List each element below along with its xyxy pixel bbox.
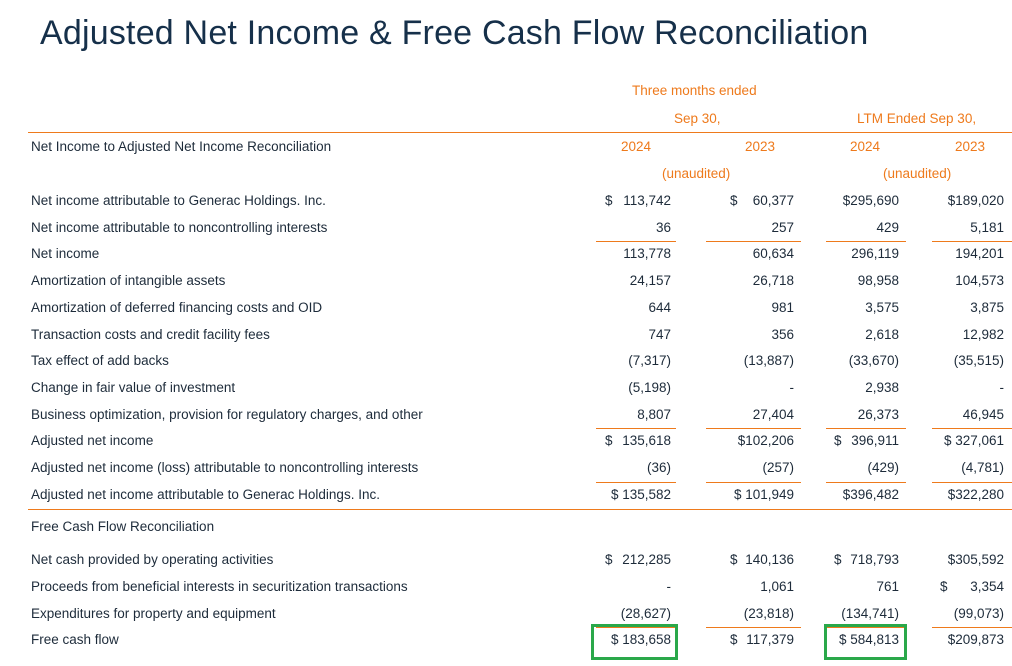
header-sep30: Sep 30,	[674, 111, 721, 126]
cell-value: 396,911	[851, 433, 899, 448]
cell-value: 296,119	[851, 246, 899, 261]
cell-value: 98,958	[857, 273, 899, 288]
cell-value: 3,575	[865, 300, 899, 315]
row-label: Tax effect of add backs	[31, 353, 169, 368]
cell-value: $ 183,658	[610, 632, 671, 647]
cell-value: 135,618	[622, 433, 671, 448]
cell-value: 26,718	[752, 273, 794, 288]
subtotal-line	[826, 428, 906, 429]
subtotal-line	[826, 482, 906, 483]
year-col-3: 2024	[850, 139, 881, 154]
subtotal-line	[706, 241, 801, 242]
cell-value: $189,020	[947, 193, 1004, 208]
header-three-months: Three months ended	[632, 83, 757, 98]
cell-value: 3,875	[970, 300, 1004, 315]
cell-value: 117,379	[746, 632, 794, 647]
subtotal-line	[932, 241, 1012, 242]
cell-value: 12,982	[962, 327, 1004, 342]
cell-value: 194,201	[955, 246, 1004, 261]
cell-value: $ 584,813	[838, 632, 899, 647]
subtotal-line	[932, 428, 1012, 429]
cell-value: 24,157	[629, 273, 671, 288]
cell-value: 8,807	[637, 407, 671, 422]
cell-value: $102,206	[737, 433, 794, 448]
row-label: Amortization of deferred financing costs and OID	[31, 300, 323, 315]
highlight-box-fcf-quarter	[591, 624, 678, 660]
cell-value: (35,515)	[953, 353, 1004, 368]
cell-value: 5,181	[970, 220, 1004, 235]
row-label: Business optimization, provision for regulatory charges, and other	[31, 407, 423, 422]
cell-value: $209,873	[947, 632, 1004, 647]
cell-value: -	[666, 579, 671, 594]
section-divider	[28, 509, 1012, 510]
cell-value: 981	[771, 300, 794, 315]
cell-value: (13,887)	[743, 353, 794, 368]
row-label: Adjusted net income attributable to Generac Holdings. Inc.	[31, 487, 380, 502]
row-label: Transaction costs and credit facility fees	[31, 327, 270, 342]
cell-value: (257)	[762, 460, 794, 475]
cell-value: 27,404	[752, 407, 794, 422]
row-label: Net income	[31, 246, 100, 261]
cell-value: 644	[648, 300, 671, 315]
year-col-2: 2023	[745, 139, 776, 154]
cell-value: 113,742	[623, 193, 671, 208]
page-title: Adjusted Net Income & Free Cash Flow Reconciliation	[40, 14, 869, 52]
cell-value: 356	[771, 327, 794, 342]
cell-value: (429)	[867, 460, 899, 475]
cell-value: $295,690	[842, 193, 899, 208]
dollar-sign: $	[730, 552, 738, 567]
cell-value: 3,354	[970, 579, 1004, 594]
cell-value: -	[789, 380, 794, 395]
header-ltm: LTM Ended Sep 30,	[857, 111, 977, 126]
cell-value: 113,778	[623, 246, 671, 261]
subtotal-line	[706, 482, 801, 483]
cell-value: 747	[648, 327, 671, 342]
subtotal-line	[826, 241, 906, 242]
subtotal-line	[596, 428, 676, 429]
cell-value: 1,061	[760, 579, 794, 594]
cell-value: (99,073)	[953, 606, 1004, 621]
unaudited-ltm: (unaudited)	[883, 166, 952, 181]
cell-value: (4,781)	[961, 460, 1004, 475]
dollar-sign: $	[730, 632, 738, 647]
cell-value: (23,818)	[743, 606, 794, 621]
row-label: Change in fair value of investment	[31, 380, 236, 395]
cell-value: 718,793	[850, 552, 899, 567]
subtotal-line	[932, 627, 1012, 628]
highlight-box-fcf-ltm	[824, 624, 907, 660]
section-title-fcf: Free Cash Flow Reconciliation	[31, 519, 215, 534]
cell-value: 60,377	[752, 193, 794, 208]
year-col-1: 2024	[621, 139, 652, 154]
cell-value: (36)	[646, 460, 671, 475]
section-title-adjusted: Net Income to Adjusted Net Income Reconciliation	[31, 139, 332, 154]
cell-value: 212,285	[622, 552, 671, 567]
dollar-sign: $	[834, 552, 842, 567]
row-label: Adjusted net income	[31, 433, 154, 448]
subtotal-line	[706, 428, 801, 429]
year-col-4: 2023	[955, 139, 986, 154]
cell-value: (28,627)	[620, 606, 671, 621]
cell-value: $ 135,582	[610, 487, 671, 502]
cell-value: $396,482	[842, 487, 899, 502]
row-label: Expenditures for property and equipment	[31, 606, 276, 621]
cell-value: 2,618	[865, 327, 899, 342]
row-label: Net income attributable to Generac Holdings. Inc.	[31, 193, 326, 208]
dollar-sign: $	[605, 552, 613, 567]
cell-value: $322,280	[947, 487, 1004, 502]
row-label: Net income attributable to noncontrolling interests	[31, 220, 328, 235]
cell-value: 36	[655, 220, 671, 235]
dollar-sign: $	[730, 193, 738, 208]
row-label: Amortization of intangible assets	[31, 273, 226, 288]
cell-value: 2,938	[865, 380, 899, 395]
cell-value: 26,373	[857, 407, 899, 422]
dollar-sign: $	[605, 433, 613, 448]
cell-value: (5,198)	[628, 380, 671, 395]
cell-value: 257	[771, 220, 794, 235]
cell-value: 140,136	[745, 552, 794, 567]
row-label: Proceeds from beneficial interests in securitization transactions	[31, 579, 408, 594]
subtotal-line	[596, 482, 676, 483]
cell-value: (33,670)	[848, 353, 899, 368]
dollar-sign: $	[940, 579, 948, 594]
dollar-sign: $	[605, 193, 613, 208]
row-label: Adjusted net income (loss) attributable to noncontrolling interests	[31, 460, 419, 475]
subtotal-line	[596, 241, 676, 242]
subtotal-line	[932, 482, 1012, 483]
unaudited-three-months: (unaudited)	[662, 166, 731, 181]
cell-value: $ 327,061	[943, 433, 1004, 448]
dollar-sign: $	[834, 433, 842, 448]
cell-value: $305,592	[947, 552, 1004, 567]
cell-value: 46,945	[962, 407, 1004, 422]
row-label: Net cash provided by operating activities	[31, 552, 274, 567]
cell-value: (134,741)	[841, 606, 899, 621]
cell-value: 429	[876, 220, 899, 235]
header-divider	[28, 132, 1012, 133]
cell-value: (7,317)	[628, 353, 671, 368]
subtotal-line	[706, 627, 801, 628]
cell-value: 761	[876, 579, 899, 594]
cell-value: 60,634	[752, 246, 794, 261]
cell-value: $ 101,949	[733, 487, 794, 502]
cell-value: 104,573	[955, 273, 1004, 288]
cell-value: -	[999, 380, 1004, 395]
row-label: Free cash flow	[31, 632, 119, 647]
